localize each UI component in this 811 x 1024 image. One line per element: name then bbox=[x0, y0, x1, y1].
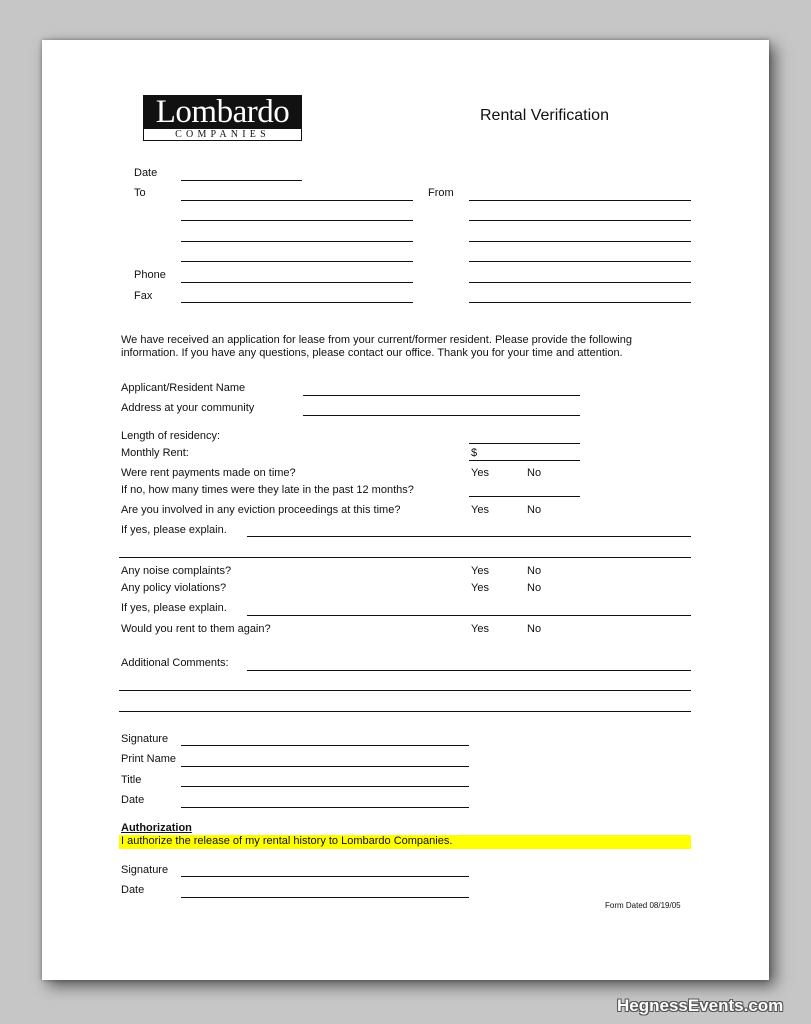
policy-label: Any policy violations? bbox=[121, 582, 227, 594]
explain-field-1b[interactable] bbox=[119, 557, 691, 558]
late-times-field[interactable] bbox=[469, 496, 580, 497]
auth-signature-label: Signature bbox=[121, 864, 169, 876]
title-label: Title bbox=[121, 774, 142, 786]
auth-date-field[interactable] bbox=[181, 897, 469, 898]
explain-label-2: If yes, please explain. bbox=[121, 602, 227, 614]
date-label: Date bbox=[134, 167, 158, 179]
applicant-name-label: Applicant/Resident Name bbox=[121, 382, 246, 394]
address-label: Address at your community bbox=[121, 402, 255, 414]
from-label: From bbox=[428, 187, 454, 199]
length-field[interactable] bbox=[469, 443, 580, 444]
logo-subtitle: COMPANIES bbox=[143, 129, 302, 141]
signoff-date-field[interactable] bbox=[181, 807, 469, 808]
to-field-line-2[interactable] bbox=[181, 220, 413, 221]
site-watermark: HegnessEvents.com bbox=[617, 996, 784, 1015]
signoff-date-label: Date bbox=[121, 794, 145, 806]
to-field-line-1[interactable] bbox=[181, 200, 413, 201]
additional-comments-line-1[interactable] bbox=[247, 670, 691, 671]
rent-again-no[interactable]: No bbox=[527, 623, 542, 635]
phone-field[interactable] bbox=[181, 282, 413, 283]
to-field-line-4[interactable] bbox=[181, 261, 413, 262]
from-field-line-1[interactable] bbox=[469, 200, 691, 201]
explain-label-1: If yes, please explain. bbox=[121, 524, 227, 536]
from-field-line-6[interactable] bbox=[469, 302, 691, 303]
print-name-label: Print Name bbox=[121, 753, 177, 765]
from-field-line-3[interactable] bbox=[469, 241, 691, 242]
auth-signature-field[interactable] bbox=[181, 876, 469, 877]
noise-yes[interactable]: Yes bbox=[471, 565, 489, 577]
on-time-label: Were rent payments made on time? bbox=[121, 467, 296, 479]
intro-line-2: information. If you have any questions, please contact our office. Thank you for your time and attention. bbox=[121, 347, 623, 359]
late-times-label: If no, how many times were they late in the past 12 months? bbox=[121, 484, 414, 496]
rent-again-label: Would you rent to them again? bbox=[121, 623, 271, 635]
form-dated: Form Dated 08/19/05 bbox=[605, 901, 681, 910]
on-time-yes[interactable]: Yes bbox=[471, 467, 489, 479]
intro-line-1: We have received an application for lease from your current/former resident. Please provide the following bbox=[121, 334, 632, 346]
explain-field-1[interactable] bbox=[247, 536, 691, 537]
fax-label: Fax bbox=[134, 290, 153, 302]
company-logo bbox=[143, 95, 303, 141]
policy-yes[interactable]: Yes bbox=[471, 582, 489, 594]
fax-field[interactable] bbox=[181, 302, 413, 303]
date-field[interactable] bbox=[181, 180, 302, 181]
additional-comments-line-3[interactable] bbox=[119, 711, 691, 712]
from-field-line-5[interactable] bbox=[469, 282, 691, 283]
from-field-line-2[interactable] bbox=[469, 220, 691, 221]
monthly-rent-field[interactable] bbox=[469, 460, 580, 461]
signature-label: Signature bbox=[121, 733, 169, 745]
applicant-name-field[interactable] bbox=[303, 395, 580, 396]
additional-comments-label: Additional Comments: bbox=[121, 657, 229, 669]
dollar-sign: $ bbox=[471, 447, 478, 459]
address-field[interactable] bbox=[303, 415, 580, 416]
noise-label: Any noise complaints? bbox=[121, 565, 232, 577]
authorization-heading: Authorization bbox=[121, 822, 192, 834]
additional-comments-line-2[interactable] bbox=[119, 690, 691, 691]
eviction-label: Are you involved in any eviction proceedings at this time? bbox=[121, 504, 401, 516]
to-field-line-3[interactable] bbox=[181, 241, 413, 242]
signature-field[interactable] bbox=[181, 745, 469, 746]
from-field-line-4[interactable] bbox=[469, 261, 691, 262]
length-label: Length of residency: bbox=[121, 430, 221, 442]
on-time-no[interactable]: No bbox=[527, 467, 542, 479]
authorization-text: I authorize the release of my rental history to Lombardo Companies. bbox=[119, 835, 691, 849]
phone-label: Phone bbox=[134, 269, 166, 281]
logo-wordmark: Lombardo bbox=[143, 95, 302, 129]
rent-again-yes[interactable]: Yes bbox=[471, 623, 489, 635]
auth-date-label: Date bbox=[121, 884, 145, 896]
explain-field-2[interactable] bbox=[247, 615, 691, 616]
eviction-no[interactable]: No bbox=[527, 504, 542, 516]
policy-no[interactable]: No bbox=[527, 582, 542, 594]
title-field[interactable] bbox=[181, 786, 469, 787]
form-title: Rental Verification bbox=[480, 107, 609, 124]
print-name-field[interactable] bbox=[181, 766, 469, 767]
monthly-rent-label: Monthly Rent: bbox=[121, 447, 189, 459]
to-label: To bbox=[134, 187, 146, 199]
noise-no[interactable]: No bbox=[527, 565, 542, 577]
eviction-yes[interactable]: Yes bbox=[471, 504, 489, 516]
